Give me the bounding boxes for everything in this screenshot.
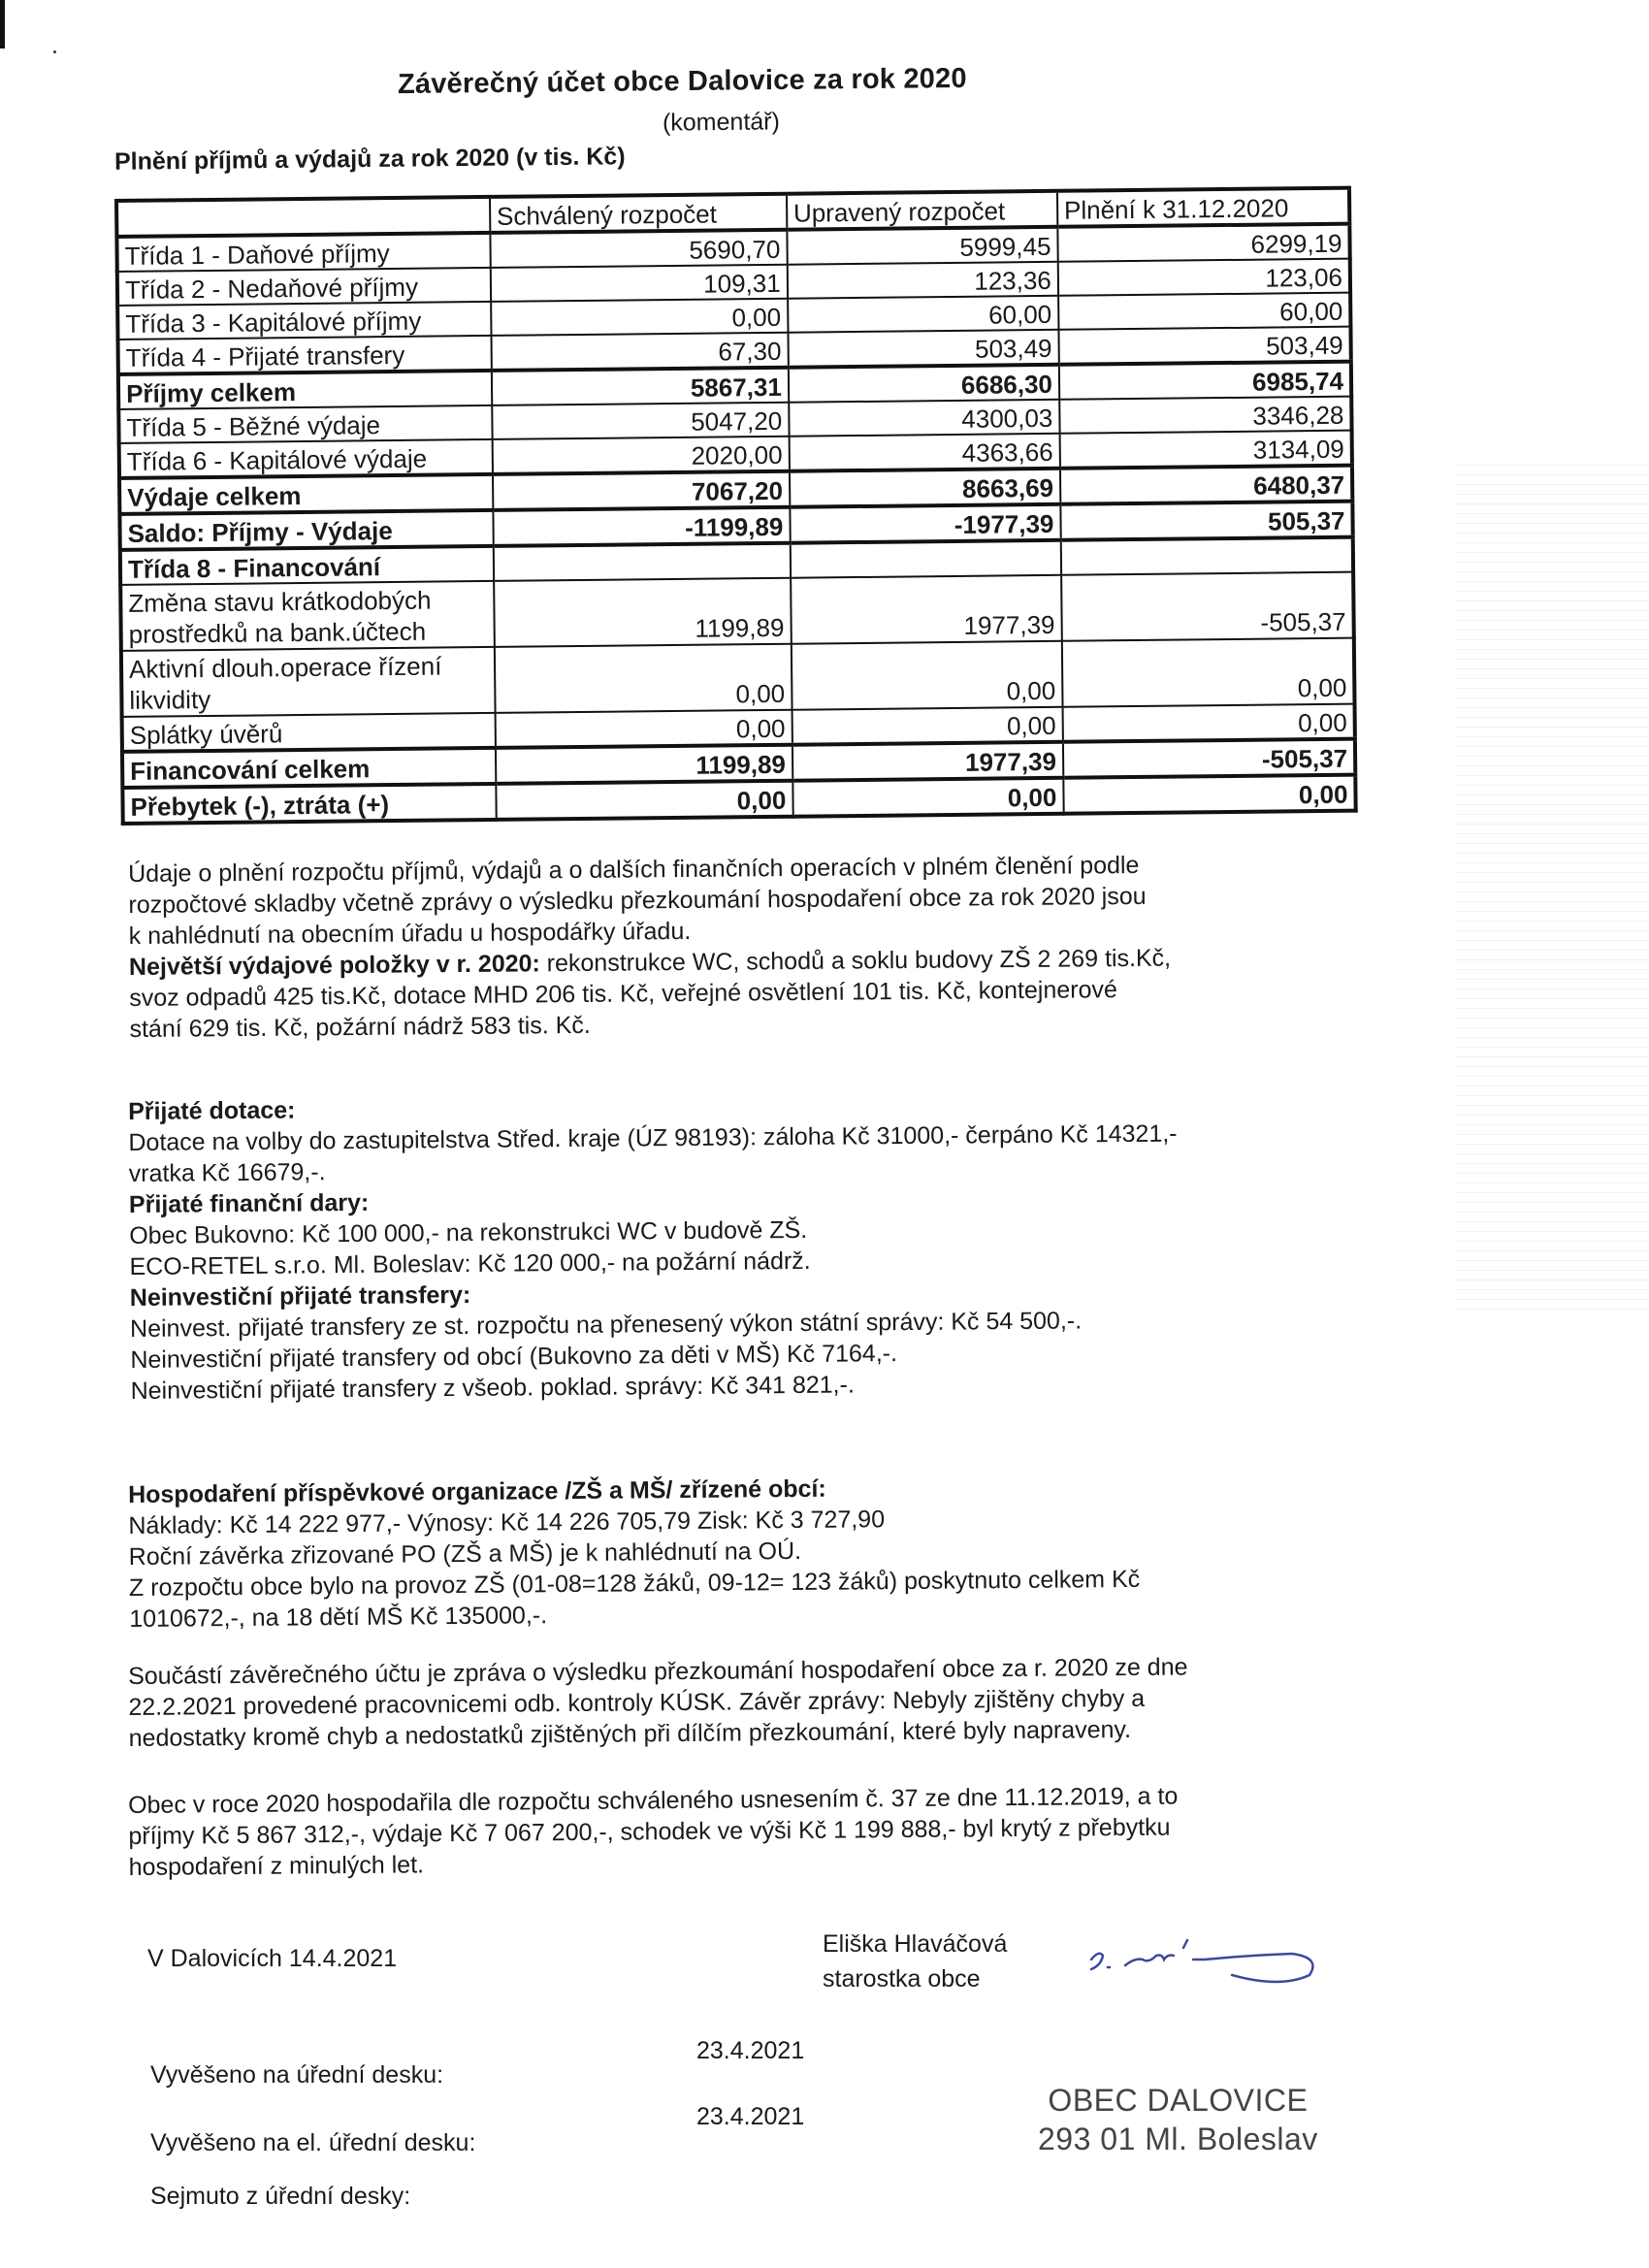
cell-adjusted: 60,00 — [788, 296, 1058, 333]
row-label: Příjmy celkem — [118, 371, 492, 409]
cell-approved: 0,00 — [495, 644, 792, 713]
row-label-line: likvidity — [129, 684, 211, 715]
text-line: Neinvestiční přijaté transfery od obcí (Bukovno za děti v MŠ) Kč 7164,-. — [130, 1340, 898, 1374]
text-line: Údaje o plnění rozpočtu příjmů, výdajů a o dalších finančních operacích v plném členění podle — [128, 851, 1140, 888]
cell-actual: -505,37 — [1063, 739, 1355, 778]
cell-actual: 60,00 — [1058, 293, 1350, 330]
text-line: Dotace na volby do zastupitelstva Střed. kraje (ÚZ 98193): záloha Kč 31000,- čerpáno Kč 14321,- — [128, 1119, 1178, 1156]
cell-actual: 3134,09 — [1059, 431, 1351, 469]
row-label: Výdaje celkem — [119, 474, 493, 514]
cell-adjusted: 1977,39 — [792, 742, 1063, 781]
cell-actual: 123,06 — [1058, 259, 1350, 296]
text-line: ECO-RETEL s.r.o. Ml. Boleslav: Kč 120 000,- na požární nádrž. — [129, 1247, 811, 1280]
row-label-line: Aktivní dlouh.operace řízení — [128, 651, 442, 684]
text-line: 22.2.2021 provedené pracovnicemi odb. kontroly KÚSK. Závěr zprávy: Nebyly zjištěny chyby a — [128, 1684, 1146, 1721]
donations-heading: Přijaté finanční dary: — [128, 1188, 370, 1218]
cell-actual: 6480,37 — [1060, 466, 1352, 504]
stamp-line: 293 01 Ml. Boleslav — [1038, 2122, 1318, 2156]
text-line: k nahlédnutí na obecním úřadu u hospodářky úřadu. — [128, 917, 692, 950]
cell-adjusted: 1977,39 — [791, 575, 1062, 644]
cell-approved: 0,00 — [496, 781, 792, 820]
removed-label: Sejmuto z úřední desky: — [150, 2183, 411, 2210]
cell-actual: 505,37 — [1060, 502, 1352, 540]
paragraph-audit — [128, 1650, 1322, 1754]
cell-adjusted: 4363,66 — [789, 434, 1059, 471]
row-label-line: Změna stavu krátkodobých — [128, 585, 432, 618]
cell-approved: 5690,70 — [490, 230, 787, 268]
header-cell: Schválený rozpočet — [490, 194, 787, 233]
row-label — [121, 647, 495, 717]
cell-actual: 0,00 — [1062, 638, 1355, 707]
cell-approved: 5047,20 — [492, 403, 789, 439]
cell-adjusted — [791, 540, 1061, 578]
transfers-heading: Neinvestiční přijaté transfery: — [129, 1280, 471, 1312]
posted-el-date: 23.4.2021 — [696, 2103, 805, 2130]
cell-approved: 109,31 — [491, 265, 788, 302]
stamp-line: OBEC DALOVICE — [1048, 2083, 1309, 2118]
organization-heading: Hospodaření příspěvkové organizace /ZŠ a MŠ/ zřízené obcí: — [128, 1474, 826, 1508]
place-date: V Dalovicích 14.4.2021 — [147, 1945, 398, 1972]
table-title: Plnění příjmů a výdajů za rok 2020 (v tis. Kč) — [113, 143, 626, 176]
posted-date: 23.4.2021 — [696, 2037, 805, 2064]
cell-actual — [1061, 537, 1353, 575]
text-line: Obec Bukovno: Kč 100 000,- na rekonstrukci WC v budově ZŠ. — [129, 1215, 808, 1249]
cell-approved: 5867,31 — [492, 368, 789, 405]
signer-name: Eliška Hlaváčová — [823, 1930, 1008, 1958]
cell-actual: 6299,19 — [1057, 224, 1349, 262]
cell-actual: 0,00 — [1063, 775, 1355, 814]
cell-actual: -505,37 — [1061, 572, 1354, 641]
cell-actual: 0,00 — [1062, 704, 1354, 742]
document-subtitle: (komentář) — [662, 108, 781, 137]
cell-approved: 67,30 — [491, 333, 788, 371]
budget-table-wrapper — [114, 186, 1358, 826]
text-line: Z rozpočtu obce bylo na provoz ZŠ (01-08=128 žáků, 09-12= 123 žáků) poskytnuto celkem Kč — [128, 1565, 1141, 1602]
cell-approved: 0,00 — [495, 710, 792, 748]
cell-adjusted: 503,49 — [788, 330, 1058, 368]
cell-approved: 1199,89 — [496, 745, 792, 784]
text-line: Součástí závěrečného účtu je zpráva o výsledku přezkoumání hospodaření obce za r. 2020 ze dne — [128, 1653, 1188, 1690]
scan-edge-mark — [0, 0, 5, 49]
text-line: Neinvest. přijaté transfery ze st. rozpočtu na přenesený výkon státní správy: Kč 54 500,-. — [129, 1307, 1083, 1343]
cell-approved: 2020,00 — [492, 437, 789, 474]
row-label: Třída 2 - Nedaňové příjmy — [117, 268, 491, 306]
row-label: Splátky úvěrů — [122, 713, 496, 752]
row-label: Financování celkem — [122, 748, 496, 788]
row-label: Třída 1 - Daňové příjmy — [116, 233, 490, 272]
cell-approved — [494, 543, 791, 581]
paragraph-organization — [128, 1469, 1322, 1635]
paragraph-budget-resolution — [128, 1779, 1322, 1883]
cell-approved: 1199,89 — [494, 578, 792, 647]
row-label: Přebytek (-), ztráta (+) — [122, 784, 496, 824]
paragraph-budget-details — [128, 848, 1323, 1045]
posted-el-label: Vyvěšeno na el. úřední desku: — [150, 2129, 476, 2156]
text-line: Neinvestiční přijaté transfery z všeob. poklad. správy: Kč 341 821,-. — [130, 1371, 855, 1405]
cell-actual: 6985,74 — [1059, 362, 1351, 400]
row-label — [120, 581, 494, 651]
largest-expenses-heading: Největší výdajové položky v r. 2020: — [128, 950, 540, 981]
row-label-line: prostředků na bank.účtech — [128, 616, 427, 649]
cell-approved: -1199,89 — [493, 507, 790, 546]
text-line: Náklady: Kč 14 222 977,- Výnosy: Kč 14 226 705,79 Zisk: Kč 3 727,90 — [128, 1506, 886, 1539]
subsidies-heading: Přijaté dotace: — [128, 1096, 296, 1125]
bleed-through-artifact — [1455, 456, 1649, 1310]
text-fragment: rekonstrukce WC, schodů a soklu budovy ZŠ 2 269 tis.Kč, — [539, 944, 1172, 978]
row-label: Třída 4 - Přijaté transfery — [118, 336, 492, 374]
header-cell: Plnění k 31.12.2020 — [1057, 188, 1349, 227]
text-line: nedostatky kromě chyb a nedostatků zjištěných při dílčím přezkoumání, které byly napraveny. — [128, 1715, 1132, 1752]
cell-adjusted: 6686,30 — [789, 365, 1059, 403]
row-label: Třída 6 - Kapitálové výdaje — [119, 439, 493, 478]
header-cell: Upravený rozpočet — [787, 191, 1057, 230]
cell-adjusted: 123,36 — [788, 262, 1058, 299]
cell-adjusted: -1977,39 — [790, 504, 1060, 543]
row-label: Třída 3 - Kapitálové příjmy — [117, 302, 491, 340]
document-title: Závěrečný účet obce Dalovice za rok 2020 — [397, 62, 967, 101]
header-cell — [116, 197, 490, 237]
row-label: Saldo: Příjmy - Výdaje — [119, 510, 493, 550]
scan-dot — [53, 50, 56, 53]
text-line: 1010672,-, na 18 dětí MŠ Kč 135000,-. — [129, 1602, 548, 1633]
municipal-stamp — [1038, 2081, 1318, 2158]
cell-adjusted: 8663,69 — [790, 469, 1060, 507]
cell-adjusted: 5999,45 — [787, 227, 1057, 265]
text-line: Obec v roce 2020 hospodařila dle rozpočtu schváleného usnesením č. 37 ze dne 11.12.2019, a to — [128, 1782, 1179, 1819]
cell-approved: 7067,20 — [493, 471, 790, 510]
text-line: stání 629 tis. Kč, požární nádrž 583 tis. Kč. — [129, 1011, 591, 1043]
text-line: hospodaření z minulých let. — [128, 1851, 425, 1881]
text-line: vratka Kč 16679,-. — [128, 1158, 326, 1187]
text-line: Roční závěrka zřizované PO (ZŠ a MŠ) je k nahlédnutí na OÚ. — [128, 1537, 802, 1571]
posted-label: Vyvěšeno na úřední desku: — [150, 2061, 444, 2089]
cell-adjusted: 0,00 — [792, 778, 1063, 817]
text-line: svoz odpadů 425 tis.Kč, dotace MHD 206 tis. Kč, veřejné osvětlení 101 tis. Kč, kontejnerové — [129, 976, 1117, 1012]
text-line: příjmy Kč 5 867 312,-, výdaje Kč 7 067 200,-, schodek ve výši Kč 1 199 888,- byl krytý z přebytku — [128, 1813, 1171, 1850]
cell-adjusted: 0,00 — [792, 641, 1063, 710]
cell-actual: 3346,28 — [1059, 397, 1351, 434]
handwritten-signature — [1086, 1930, 1329, 1989]
row-label: Třída 5 - Běžné výdaje — [118, 405, 492, 443]
text-line: rozpočtové skladby včetně zprávy o výsledku přezkoumání hospodaření obce za rok 2020 jsou — [128, 882, 1147, 919]
signer-role: starostka obce — [823, 1965, 981, 1993]
cell-adjusted: 4300,03 — [789, 400, 1059, 437]
budget-table — [114, 186, 1358, 826]
cell-adjusted: 0,00 — [792, 707, 1062, 745]
cell-approved: 0,00 — [491, 299, 788, 336]
cell-actual: 503,49 — [1058, 327, 1350, 365]
row-label: Třída 8 - Financování — [120, 546, 494, 585]
paragraph-received-funds — [128, 1085, 1324, 1407]
